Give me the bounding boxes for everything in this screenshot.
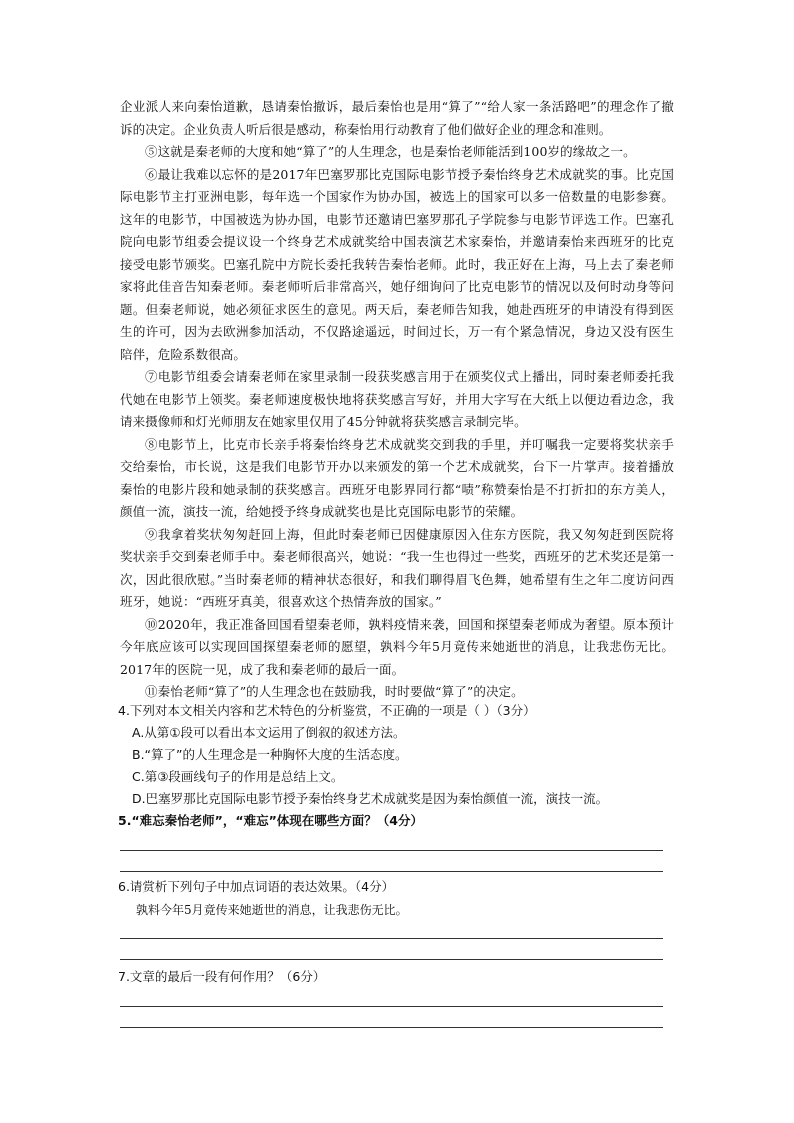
article-paragraph: ⑨我拿着奖状匆匆赶回上海，但此时秦老师已因健康原因入住东方医院，我又匆匆赶到医院将奖状亲手交到秦老师手中。秦老师很高兴，她说：“我一生也得过一些奖，西班牙的艺术奖还是第一次，因此很欣慰。”当时秦老师的精神状态很好，和我们聊得眉飞色舞，她希望有生之年二度访问西班牙，她说：“西班牙真美，很喜欢这个热情奔放的国家。” bbox=[120, 526, 674, 609]
question-4-stem: 4.下列对本文相关内容和艺术特色的分析鉴赏，不正确的一项是（ ）（3分） bbox=[118, 703, 536, 718]
answer-line[interactable] bbox=[120, 1027, 663, 1028]
questions-section bbox=[118, 700, 678, 1028]
article-paragraph: ⑩2020年，我正准备回国看望秦老师，孰料疫情来袭，回国和探望秦老师成为奢望。原本预计今年底应该可以实现回国探望秦老师的愿望，孰料今年5月竟传来她逝世的消息，让我悲伤无比。2017年的医院一见，成了我和秦老师的最后一面。 bbox=[120, 616, 674, 677]
question-4-option-c: C.第③段画线句子的作用是总结上文。 bbox=[132, 769, 344, 784]
article-paragraph: 企业派人来向秦怡道歉，恳请秦怡撤诉，最后秦怡也是用“算了”“给人家一条活路吧”的理念作了撤诉的决定。企业负责人听后很是感动，称秦怡用行动教育了他们做好企业的理念和准则。 bbox=[120, 99, 674, 137]
question-4-option-a: A.从第①段可以看出本文运用了倒叙的叙述方法。 bbox=[132, 725, 406, 740]
article-paragraph: ⑥最让我难以忘怀的是2017年巴塞罗那比克国际电影节授予秦怡终身艺术成就奖的事。比克国际电影节主打亚洲电影，每年选一个国家作为协办国，被选上的国家可以多一倍数量的电影参赛。这年的电影节，中国被选为协办国，电影节还邀请巴塞罗那孔子学院参与电影节评选工作。巴塞孔院向电影节组委会提议设一个终身艺术成就奖给中国表演艺术家秦怡，并邀请秦怡来西班牙的比克接受电影节颁奖。巴塞孔院中方院长委托我转告秦怡老师。此时，我正好在上海，马上去了秦老师家将此佳音告知秦老师。秦老师听后非常高兴，她仔细询问了比克电影节的情况以及何时动身等问题。但秦老师说，她必须征求医生的意见。两天后，秦老师告知我，她赴西班牙的申请没有得到医生的许可，因为去欧洲参加活动，不仅路途遥远，时间过长，万一有个紧急情况，身边又没有医生陪伴，危险系数很高。 bbox=[120, 166, 674, 362]
question-5-stem: 5.“难忘秦怡老师”，“难忘”体现在哪些方面？（4分） bbox=[118, 813, 424, 828]
question-4-option-d: D.巴塞罗那比克国际电影节授予秦怡终身艺术成就奖是因为秦怡颜值一流，演技一流。 bbox=[132, 791, 609, 806]
article-text bbox=[120, 96, 674, 704]
article-paragraph: ⑧电影节上，比克市长亲手将秦怡终身艺术成就奖交到我的手里，并叮嘱我一定要将奖状亲手交给秦怡，市长说，这是我们电影节开办以来颁发的第一个艺术成就奖，台下一片掌声。接着播放秦怡的电影片段和她录制的获奖感言。西班牙电影界同行都“啧”称赞秦怡是不打折扣的东方美人，颜值一流，演技一流，给她授予终身成就奖也是比克国际电影节的荣耀。 bbox=[120, 436, 674, 519]
question-6-stem: 6.请赏析下列句子中加点词语的表达效果。（4分） bbox=[118, 879, 395, 894]
question-4-option-b: B.“算了”的人生理念是一种胸怀大度的生活态度。 bbox=[132, 747, 408, 762]
question-7-stem: 7.文章的最后一段有何作用？（6分） bbox=[118, 969, 326, 984]
article-paragraph: ⑤这就是秦老师的大度和她“算了”的人生理念，也是秦怡老师能活到100岁的缘故之一。 bbox=[145, 144, 636, 159]
article-paragraph: ⑦电影节组委会请秦老师在家里录制一段获奖感言用于在颁奖仪式上播出，同时秦老师委托我代她在电影节上领奖。秦老师速度极快地将获奖感言写好，并用大字写在大纸上以便边看边念，我请来摄像师和灯光师朋友在她家里仅用了45分钟就将获奖感言录制完毕。 bbox=[120, 369, 674, 429]
question-6-quote: 孰料今年5月竟传来她逝世的消息，让我悲伤无比。 bbox=[136, 903, 408, 917]
article-paragraph: ⑪秦怡老师“算了”的人生理念也在鼓励我，时时要做“算了”的决定。 bbox=[145, 684, 524, 699]
